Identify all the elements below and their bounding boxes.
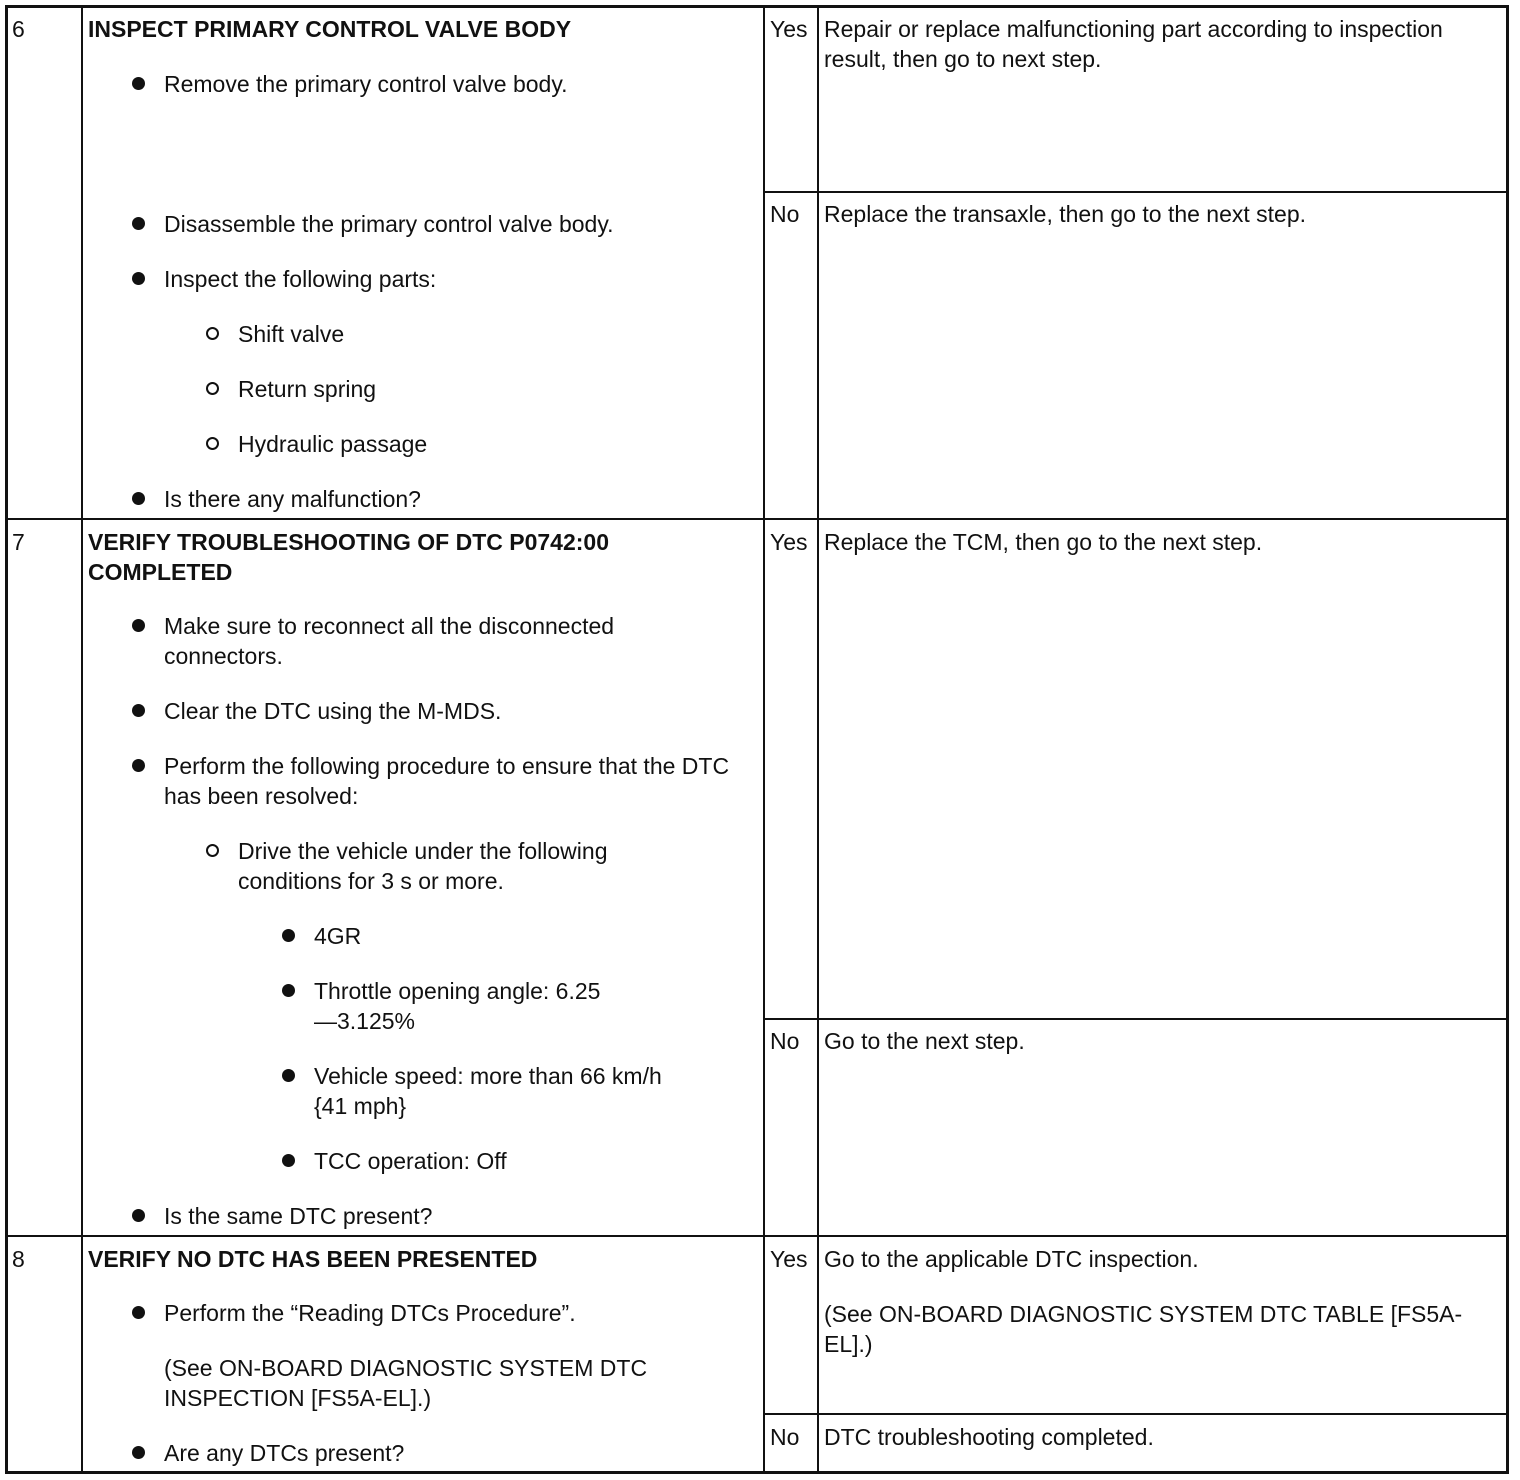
reference-note: (See ON-BOARD DIAGNOSTIC SYSTEM DTC INSPECTION [FS5A-EL].) <box>164 1355 648 1411</box>
yes-action: Go to the applicable DTC inspection. <box>824 1246 1199 1272</box>
column-divider-step <box>81 5 83 1474</box>
no-label: No <box>770 201 800 227</box>
list-item: TCC operation: Off <box>314 1148 507 1174</box>
yes-no-divider-6 <box>763 191 1509 193</box>
step-number: 6 <box>12 16 25 42</box>
no-label: No <box>770 1028 800 1054</box>
table-border-left <box>5 5 8 1474</box>
list-item: Return spring <box>238 376 377 402</box>
bullet-icon <box>132 217 145 230</box>
sub-bullet-icon <box>206 327 219 340</box>
bullet-icon <box>132 492 145 505</box>
step-title: VERIFY NO DTC HAS BEEN PRESENTED <box>88 1246 538 1272</box>
list-item: Drive the vehicle under the following conditions for 3 s or more. <box>238 838 608 894</box>
row-divider-6-7 <box>5 518 1509 520</box>
list-item: Inspect the following parts: <box>164 266 437 292</box>
bullet-icon <box>282 984 295 997</box>
no-action: Go to the next step. <box>824 1028 1025 1054</box>
yes-action: Replace the TCM, then go to the next step. <box>824 529 1263 555</box>
yes-no-divider-7 <box>763 1018 1509 1020</box>
reference-note: (See ON-BOARD DIAGNOSTIC SYSTEM DTC TABLE [FS5A-EL].) <box>824 1301 1463 1357</box>
sub-bullet-icon <box>206 437 219 450</box>
bullet-icon <box>132 759 145 772</box>
list-item: Clear the DTC using the M-MDS. <box>164 698 502 724</box>
list-item: Perform the “Reading DTCs Procedure”. <box>164 1300 576 1326</box>
bullet-icon <box>132 1209 145 1222</box>
list-item: Hydraulic passage <box>238 431 428 457</box>
list-item: Remove the primary control valve body. <box>164 71 568 97</box>
row-divider-7-8 <box>5 1235 1509 1237</box>
list-item: Is there any malfunction? <box>164 486 421 512</box>
bullet-icon <box>282 1154 295 1167</box>
step-number: 7 <box>12 529 25 555</box>
yes-label: Yes <box>770 16 808 42</box>
column-divider-result <box>817 5 819 1474</box>
table-border-right <box>1506 5 1509 1474</box>
bullet-icon <box>132 77 145 90</box>
yes-label: Yes <box>770 529 808 555</box>
list-item: Vehicle speed: more than 66 km/h {41 mph} <box>314 1063 662 1119</box>
step-title: INSPECT PRIMARY CONTROL VALVE BODY <box>88 16 572 42</box>
list-item: Are any DTCs present? <box>164 1440 405 1466</box>
table-border-top <box>5 5 1509 8</box>
column-divider-inspection <box>763 5 765 1474</box>
bullet-icon <box>282 929 295 942</box>
sub-bullet-icon <box>206 844 219 857</box>
no-action: Replace the transaxle, then go to the next step. <box>824 201 1307 227</box>
step-number: 8 <box>12 1246 25 1272</box>
list-item: Is the same DTC present? <box>164 1203 433 1229</box>
bullet-icon <box>132 1306 145 1319</box>
list-item: Disassemble the primary control valve body. <box>164 211 614 237</box>
bullet-icon <box>132 1446 145 1459</box>
no-label: No <box>770 1424 800 1450</box>
yes-label: Yes <box>770 1246 808 1272</box>
sub-bullet-icon <box>206 382 219 395</box>
no-action: DTC troubleshooting completed. <box>824 1424 1154 1450</box>
list-item: Make sure to reconnect all the disconnected connectors. <box>164 613 615 669</box>
yes-action: Repair or replace malfunctioning part according to inspection result, then go to next step. <box>824 16 1443 72</box>
list-item: 4GR <box>314 923 362 949</box>
list-item: Throttle opening angle: 6.25—3.125% <box>314 978 601 1034</box>
table-border-bottom <box>5 1471 1509 1474</box>
step-title: VERIFY TROUBLESHOOTING OF DTC P0742:00 COMPLETED <box>88 529 610 585</box>
yes-no-divider-8 <box>763 1413 1509 1415</box>
bullet-icon <box>282 1069 295 1082</box>
bullet-icon <box>132 619 145 632</box>
bullet-icon <box>132 272 145 285</box>
list-item: Shift valve <box>238 321 345 347</box>
bullet-icon <box>132 704 145 717</box>
list-item: Perform the following procedure to ensure that the DTC has been resolved: <box>164 753 730 809</box>
